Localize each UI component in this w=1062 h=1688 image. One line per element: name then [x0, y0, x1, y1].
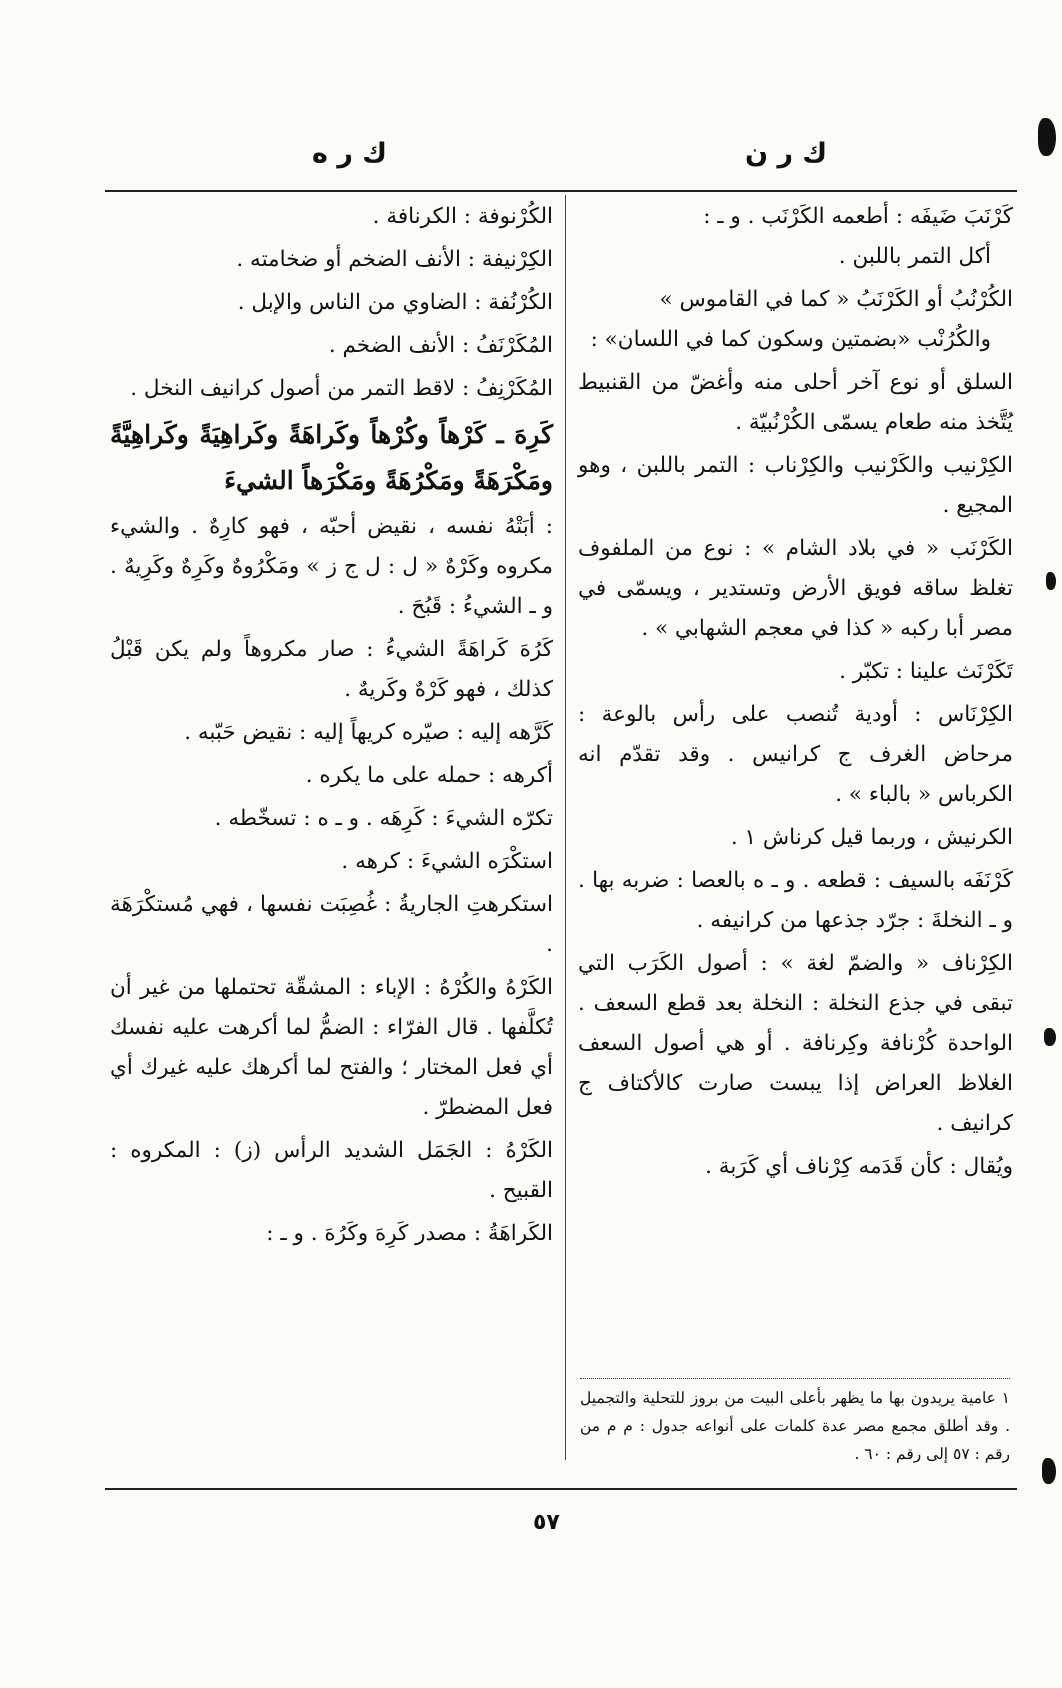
dictionary-entry: [110, 842, 553, 882]
header-root-right: ك ر ن: [745, 138, 828, 169]
entry-text: الكِرْنَاس : أودية تُنصب على رأس بالوعة : مرحاض الغرف ج كرانيس . وقد تقدّم انه الكرباس « بالباء » .: [578, 702, 1013, 807]
entry-text: الكِرْناف « والضمّ لغة » : أصول الكَرَب التي تبقى في جذع النخلة : النخلة بعد قطع السعف . الواحدة كُرْنافة وكِرنافة . أو هي أصول السعف الغلاظ العراض إذا يبست صارت كالأكتاف ج كرانيف .: [578, 951, 1013, 1136]
dictionary-entry: [110, 240, 553, 280]
entry-text: استكْرَه الشيءَ : كرهه .: [341, 849, 553, 874]
entry-text: الكَرْهُ والكُرْهُ : الإباء : المشقّة تحتملها من غير أن تُكلَّفها . قال الفرّاء : الضمُّ لما أكرهت عليه نفسك أي فعل المختار ؛ والفتح لما أكرهك عليه غيرك أي فعل المضطرّ .: [110, 975, 553, 1120]
dictionary-entry: [110, 799, 553, 839]
dictionary-entry: [110, 326, 553, 366]
footnote-divider: [580, 1378, 1010, 1379]
scan-margin-mark: [1042, 1458, 1056, 1484]
dictionary-entry: [578, 818, 1013, 858]
footnotes: [580, 1384, 1010, 1468]
dictionary-entry: [578, 652, 1013, 692]
entry-text: أكرهه : حمله على ما يكره .: [305, 763, 553, 788]
entry-text: الكُرْنوفة : الكرنافة .: [372, 204, 553, 229]
entry-text: كَرْنَفَه بالسيف : قطعه . و ـ ه بالعصا : ضربه بها . و ـ النخلةَ : جرّد جذعها من كرانيفه .: [578, 868, 1013, 933]
entry-text: الكُرْنُبُ أو الكَرْنَبُ « كما في القاموس »: [659, 287, 1013, 312]
entry-text: كَرُهَ كَراهَةً الشيءُ : صار مكروهاً ولم يكن قَبْلُ كذلك ، فهو كَرْهٌ وكَريهٌ .: [110, 637, 553, 702]
page-number: ٥٧: [533, 1510, 560, 1535]
dictionary-entry: [578, 529, 1013, 649]
entry-text: كَرِهَ ـ كَرْهاً وكُرْهاً وكَراهَةً وكَراهِيَةً وكَراهِيَّةً ومَكْرَهَةً ومَكْرُهَةً ومَكْرَهاً الشيءَ: [110, 420, 553, 495]
dictionary-entry: [110, 369, 553, 409]
entry-text: المُكَرْنِفُ : لاقط التمر من أصول كرانيف النخل .: [130, 376, 553, 401]
entry-text: استكرهتِ الجاريةُ : غُصِبَت نفسها ، فهي مُستكْرَهَة .: [110, 892, 553, 957]
header-root-left: ك ر ه: [312, 138, 388, 169]
dictionary-entry: [578, 944, 1013, 1144]
entry-text: الكَرْهُ : الجَمَل الشديد الرأس (ز) : المكروه : القبيح .: [110, 1138, 553, 1203]
entry-text: ويُقال : كأن قَدَمه كِرْناف أي كَرَبة .: [705, 1154, 1013, 1179]
dictionary-entry: [110, 630, 553, 710]
dictionary-entry: [578, 446, 1013, 526]
scan-margin-mark: [1044, 1028, 1056, 1046]
footnote: ١ عامية يريدون بها ما يظهر بأعلى البيت من بروز للتحلية والتجميل . وقد أطلق مجمع مصر عدة كلمات على أنواعه جدول : م م من رقم : ٥٧ إلى رقم : ٦٠ .: [580, 1389, 1010, 1463]
entry-continuation: أكل التمر باللبن .: [838, 244, 991, 269]
dictionary-entry: [110, 197, 553, 237]
entry-text: السلق أو نوع آخر أحلى منه وأغضّ من القنبيط يُتَّخذ منه طعام يسمّى الكُرْنُبيّة .: [578, 370, 1013, 435]
dictionary-entry: [578, 861, 1013, 941]
entry-continuation: والكُرُنْب «بضمتين وسكون كما في اللسان» :: [590, 327, 991, 352]
entry-text: المُكَرْنَفُ : الأنف الضخم .: [328, 333, 553, 358]
dictionary-entry: [110, 713, 553, 753]
dictionary-entry: [110, 968, 553, 1128]
left-column: [110, 197, 553, 1257]
dictionary-entry: [110, 756, 553, 796]
dictionary-entry: [110, 507, 553, 627]
dictionary-entry: [110, 885, 553, 965]
entry-text: الكِرْنيفة : الأنف الضخم أو ضخامته .: [236, 247, 553, 272]
scan-margin-mark: [1046, 572, 1056, 590]
dictionary-entry: [578, 363, 1013, 443]
entry-text: تَكَرْنَث علينا : تكبّر .: [839, 659, 1013, 684]
dictionary-entry: [110, 1214, 553, 1254]
entry-text: الكرنيش ، وربما قيل كرناش ١ .: [730, 825, 1013, 850]
column-divider: [565, 195, 566, 1460]
entry-text: الكُرْنُفة : الضاوي من الناس والإبل .: [237, 290, 553, 315]
dictionary-entry: [110, 283, 553, 323]
dictionary-entry: [578, 197, 1013, 277]
dictionary-entry: [110, 1131, 553, 1211]
right-column: [578, 197, 1013, 1190]
bottom-rule: [105, 1488, 1017, 1490]
dictionary-entry: [110, 412, 553, 504]
top-rule: [105, 190, 1017, 192]
entry-text: الكِرْنيب والكَرْنيب والكِرْناب : التمر باللبن ، وهو المجيع .: [578, 453, 1013, 518]
entry-text: الكَرْنَب « في بلاد الشام » : نوع من الملفوف تغلظ ساقه فويق الأرض وتستدير ، ويسمّى في مصر أبا ركبه « كذا في معجم الشهابي » .: [578, 536, 1013, 641]
entry-text: الكَراهَةُ : مصدر كَرِهَ وكَرُهَ . و ـ :: [266, 1221, 553, 1246]
entry-text: كَرْنَبَ ضَيفَه : أطعمه الكَرْنَب . و ـ :: [703, 204, 1013, 229]
dictionary-entry: [578, 1147, 1013, 1187]
entry-text: تكرّه الشيءَ : كَرِهَه . و ـ ه : تسخّطه .: [214, 806, 553, 831]
dictionary-entry: [578, 280, 1013, 360]
entry-text: كَرَّهه إليه : صيّره كريهاً إليه : نقيض حَبّبه .: [184, 720, 553, 745]
entry-text: : أبَتْهُ نفسه ، نقيض أحبّه ، فهو كارِهٌ . والشيء مكروه وكَرْهٌ « ل : ل ج ز » ومَكْرُوهٌ وكَرِهٌ وكَرِيهٌ . و ـ الشيءُ : قَبُحَ .: [110, 514, 553, 619]
scan-margin-mark: [1038, 118, 1056, 156]
dictionary-entry: [578, 695, 1013, 815]
